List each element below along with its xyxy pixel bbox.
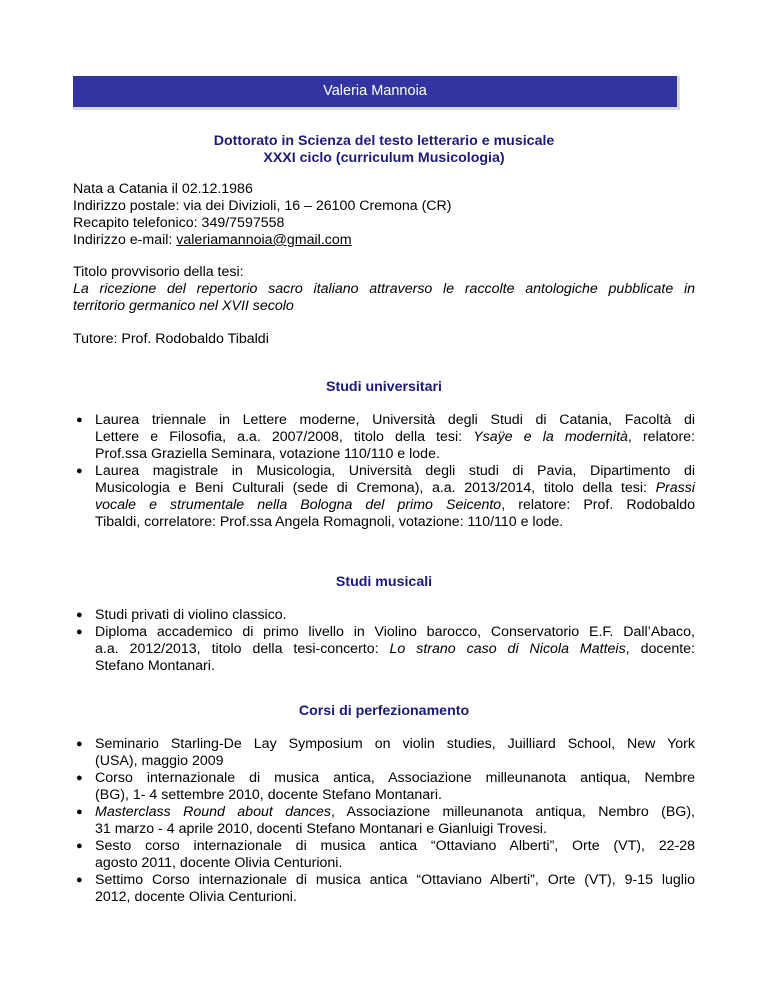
thesis-block xyxy=(73,264,695,315)
bullet-icon: ● xyxy=(76,414,83,426)
section-title-courses: Corsi di perfezionamento xyxy=(298,703,470,719)
phone-number: Recapito telefonico: 349/7597558 xyxy=(73,215,285,231)
list-item: ● Masterclass Round about dances, Associazione milleunanota antiqua, Nembro (BG), 31 marzo - 4 aprile 2010, docenti Stefano Montanari e Gianluigi Trovesi. xyxy=(76,804,695,837)
tutor: Tutore: Prof. Rodobaldo Tibaldi xyxy=(73,331,269,347)
list-item: ● Settimo Corso internazionale di musica antica “Ottaviano Alberti”, Orte (VT), 9-15 luglio 2012, docente Olivia Centurioni. xyxy=(76,872,695,905)
postal-address: Indirizzo postale: via dei Divizioli, 16 – 26100 Cremona (CR) xyxy=(73,198,452,214)
email-label: Indirizzo e-mail: xyxy=(73,232,177,248)
list-item: ● Studi privati di violino classico. xyxy=(76,607,287,623)
music-list xyxy=(73,607,695,675)
bullet-icon: ● xyxy=(76,772,83,784)
email-link[interactable]: valeriamannoia@gmail.com xyxy=(176,232,352,248)
list-item: ● Sesto corso internazionale di musica antica “Ottaviano Alberti”, Orte (VT), 22-28 agosto 2011, docente Olivia Centurioni. xyxy=(76,838,695,871)
thesis-title-line-2: territorio germanico nel XVII secolo xyxy=(73,298,294,314)
list-item: ● Corso internazionale di musica antica, Associazione milleunanota antiqua, Nembre (BG), 1- 4 settembre 2010, docente Stefano Montanari. xyxy=(76,770,695,803)
university-list xyxy=(73,412,695,531)
program-line-1: Dottorato in Scienza del testo letterario e musicale xyxy=(213,133,555,149)
list-item: ● Diploma accademico di primo livello in Violino barocco, Conservatorio E.F. Dall’Abaco, a.a. 2012/2013, titolo della tesi-concerto: Lo strano caso di Nicola Matteis, docente: Stefano Montanari. xyxy=(76,624,695,674)
birth-info: Nata a Catania il 02.12.1986 xyxy=(73,181,253,197)
thesis-label: Titolo provvisorio della tesi: xyxy=(73,264,244,280)
bullet-icon: ● xyxy=(76,465,83,477)
personal-info xyxy=(73,181,695,249)
program-title xyxy=(73,133,695,167)
name-banner xyxy=(73,76,680,110)
bullet-icon: ● xyxy=(76,840,83,852)
program-line-2: XXXI ciclo (curriculum Musicologia) xyxy=(263,150,505,166)
bullet-icon: ● xyxy=(76,806,83,818)
bullet-icon: ● xyxy=(76,738,83,750)
bullet-icon: ● xyxy=(76,874,83,886)
list-item: ● Laurea magistrale in Musicologia, Università degli studi di Pavia, Dipartimento di Musicologia e Beni Culturali (sede di Cremona), a.a. 2013/2014, titolo della tesi: Prassi vocale e strumentale nella Bologna del primo Seicento, relatore: Prof. Rodobaldo Tibaldi, correlatore: Prof.ssa Angela Romagnoli, votazione: 110/110 e lode. xyxy=(76,463,696,530)
courses-list xyxy=(73,736,695,906)
list-item: ● Laurea triennale in Lettere moderne, Università degli Studi di Catania, Facoltà di Lettere e Filosofia, a.a. 2007/2008, titolo della tesi: Ysaÿe e la modernità, relatore: Prof.ssa Graziella Seminara, votazione 110/110 e lode. xyxy=(76,412,696,462)
list-item: ● Seminario Starling-De Lay Symposium on violin studies, Juilliard School, New York (USA), maggio 2009 xyxy=(76,736,695,769)
section-title-music: Studi musicali xyxy=(335,574,433,590)
bullet-icon: ● xyxy=(76,609,83,621)
email-row xyxy=(73,232,695,249)
section-title-university: Studi universitari xyxy=(326,379,442,395)
thesis-title-line-1: La ricezione del repertorio sacro italiano attraverso le raccolte antologiche pubblicate in xyxy=(73,281,695,297)
bullet-icon: ● xyxy=(76,626,83,638)
person-name: Valeria Mannoia xyxy=(323,83,427,99)
